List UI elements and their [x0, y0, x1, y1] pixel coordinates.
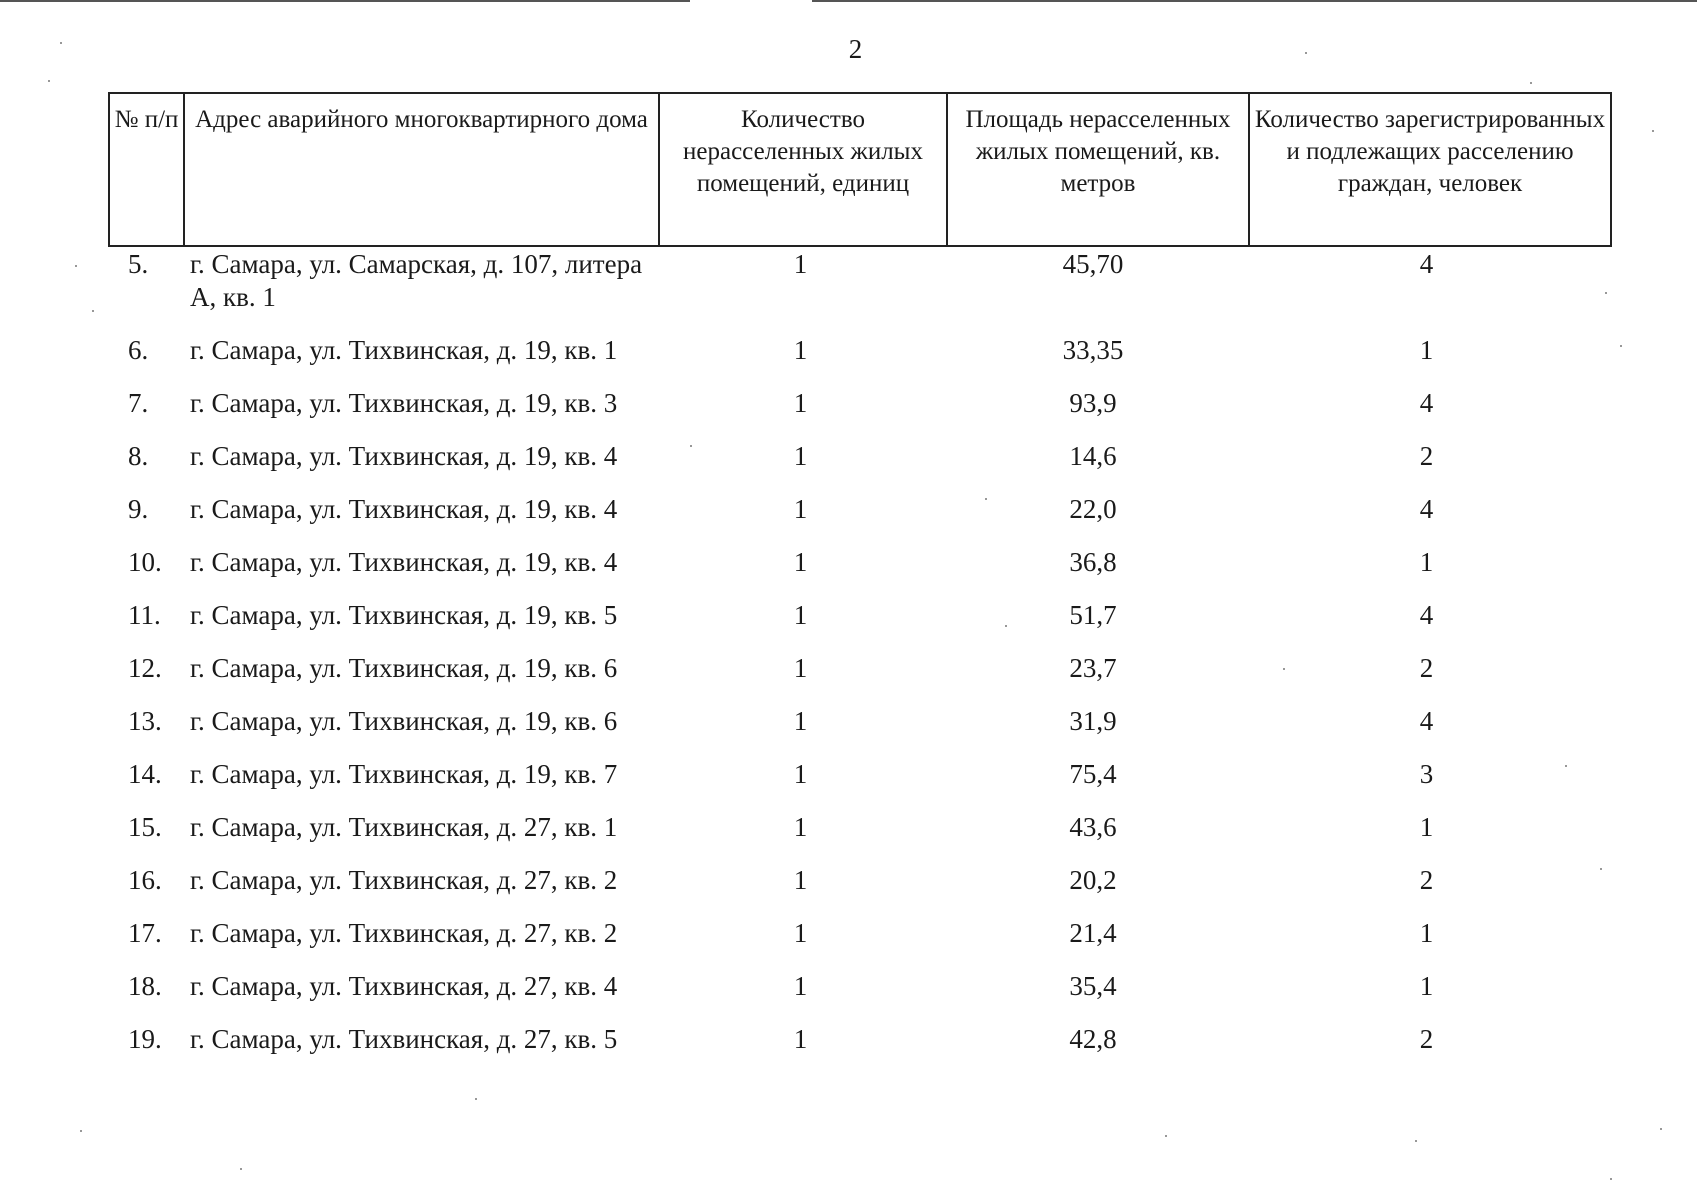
row-number: 10.: [128, 547, 162, 577]
row-people: 2: [1419, 653, 1434, 683]
row-units: 1: [793, 971, 808, 1001]
row-address: г. Самара, ул. Тихвинская, д. 19, кв. 6: [190, 653, 618, 683]
row-units: 1: [793, 865, 808, 895]
scan-speck: [1005, 625, 1007, 627]
scan-speck: [1530, 82, 1532, 84]
row-area: 20,2: [1069, 865, 1117, 895]
table-row: [108, 1023, 1610, 1076]
row-people: 1: [1419, 971, 1434, 1001]
table-row: [108, 917, 1610, 970]
row-address: г. Самара, ул. Тихвинская, д. 27, кв. 5: [190, 1024, 618, 1054]
scan-speck: [60, 42, 62, 44]
row-number: 6.: [128, 335, 149, 365]
row-area: 35,4: [1069, 971, 1117, 1001]
row-address: г. Самара, ул. Тихвинская, д. 27, кв. 1: [190, 812, 618, 842]
row-number: 14.: [128, 759, 162, 789]
header-units: Количество нерасселенных жилых помещений, единиц: [659, 93, 947, 246]
row-area: 51,7: [1069, 600, 1117, 630]
top-rule-left: [0, 0, 690, 2]
row-people: 1: [1419, 918, 1434, 948]
row-address: г. Самара, ул. Тихвинская, д. 27, кв. 2: [190, 918, 618, 948]
row-address: г. Самара, ул. Тихвинская, д. 27, кв. 4: [190, 971, 618, 1001]
table-row: [108, 493, 1610, 546]
row-address: г. Самара, ул. Самарская, д. 107, литера А, кв. 1: [190, 249, 643, 312]
row-number: 17.: [128, 918, 162, 948]
row-address: г. Самара, ул. Тихвинская, д. 27, кв. 2: [190, 865, 618, 895]
row-address: г. Самара, ул. Тихвинская, д. 19, кв. 7: [190, 759, 618, 789]
table-row: [108, 248, 1610, 334]
row-units: 1: [793, 759, 808, 789]
row-units: 1: [793, 388, 808, 418]
row-area: 42,8: [1069, 1024, 1117, 1054]
row-address: г. Самара, ул. Тихвинская, д. 19, кв. 4: [190, 547, 618, 577]
scan-speck: [475, 1098, 477, 1100]
row-address: г. Самара, ул. Тихвинская, д. 19, кв. 5: [190, 600, 618, 630]
row-people: 2: [1419, 441, 1434, 471]
row-units: 1: [793, 249, 808, 279]
header-address: Адрес аварийного многоквартирного дома: [184, 93, 659, 246]
row-number: 7.: [128, 388, 149, 418]
row-area: 45,70: [1062, 249, 1124, 279]
row-number: 9.: [128, 494, 149, 524]
row-area: 23,7: [1069, 653, 1117, 683]
scan-speck: [80, 1130, 82, 1132]
header-num: № п/п: [109, 93, 184, 246]
scan-speck: [1652, 130, 1654, 132]
table-header: [108, 92, 1612, 247]
table-row: [108, 970, 1610, 1023]
table-row: [108, 387, 1610, 440]
scan-speck: [1283, 668, 1285, 670]
row-units: 1: [793, 653, 808, 683]
table-row: [108, 334, 1610, 387]
row-units: 1: [793, 600, 808, 630]
scan-speck: [1660, 1128, 1662, 1130]
row-area: 75,4: [1069, 759, 1117, 789]
scan-speck: [690, 445, 692, 447]
row-people: 4: [1419, 600, 1434, 630]
scan-speck: [1165, 1135, 1167, 1137]
top-rule-right: [812, 0, 1697, 2]
row-address: г. Самара, ул. Тихвинская, д. 19, кв. 3: [190, 388, 618, 418]
row-people: 3: [1419, 759, 1434, 789]
row-area: 43,6: [1069, 812, 1117, 842]
row-people: 2: [1419, 865, 1434, 895]
row-units: 1: [793, 335, 808, 365]
row-people: 4: [1419, 388, 1434, 418]
scan-speck: [1605, 292, 1607, 294]
table-row: [108, 546, 1610, 599]
row-people: 1: [1419, 547, 1434, 577]
scan-speck: [1610, 1178, 1612, 1180]
row-people: 4: [1419, 249, 1434, 279]
scan-speck: [985, 498, 987, 500]
row-units: 1: [793, 918, 808, 948]
row-address: г. Самара, ул. Тихвинская, д. 19, кв. 1: [190, 335, 618, 365]
row-people: 2: [1419, 1024, 1434, 1054]
scan-speck: [1600, 868, 1602, 870]
table-row: [108, 705, 1610, 758]
row-number: 15.: [128, 812, 162, 842]
scan-speck: [1305, 52, 1307, 54]
scan-speck: [1565, 765, 1567, 767]
table-row: [108, 811, 1610, 864]
row-units: 1: [793, 706, 808, 736]
row-area: 31,9: [1069, 706, 1117, 736]
row-address: г. Самара, ул. Тихвинская, д. 19, кв. 4: [190, 494, 618, 524]
row-number: 19.: [128, 1024, 162, 1054]
row-units: 1: [793, 494, 808, 524]
row-number: 12.: [128, 653, 162, 683]
table-row: [108, 652, 1610, 705]
table-row: [108, 440, 1610, 493]
row-units: 1: [793, 1024, 808, 1054]
row-address: г. Самара, ул. Тихвинская, д. 19, кв. 4: [190, 441, 618, 471]
table-row: [108, 599, 1610, 652]
scan-speck: [1415, 1140, 1417, 1142]
scan-speck: [1620, 345, 1622, 347]
row-number: 16.: [128, 865, 162, 895]
row-people: 1: [1419, 812, 1434, 842]
table-row: [108, 758, 1610, 811]
row-area: 22,0: [1069, 494, 1117, 524]
scan-speck: [75, 265, 77, 267]
row-area: 14,6: [1069, 441, 1117, 471]
page-number: 2: [848, 34, 863, 64]
row-units: 1: [793, 441, 808, 471]
row-number: 18.: [128, 971, 162, 1001]
row-people: 4: [1419, 706, 1434, 736]
row-area: 21,4: [1069, 918, 1117, 948]
row-people: 4: [1419, 494, 1434, 524]
table-row: [108, 864, 1610, 917]
row-number: 13.: [128, 706, 162, 736]
row-area: 36,8: [1069, 547, 1117, 577]
scan-speck: [240, 1168, 242, 1170]
row-people: 1: [1419, 335, 1434, 365]
row-units: 1: [793, 547, 808, 577]
scan-speck: [92, 310, 94, 312]
row-address: г. Самара, ул. Тихвинская, д. 19, кв. 6: [190, 706, 618, 736]
header-area: Площадь нерасселенных жилых помещений, кв. метров: [947, 93, 1249, 246]
table-body: [108, 248, 1610, 1076]
row-number: 5.: [128, 249, 149, 279]
row-units: 1: [793, 812, 808, 842]
row-number: 11.: [128, 600, 161, 630]
scan-speck: [48, 80, 50, 82]
row-area: 33,35: [1062, 335, 1124, 365]
row-area: 93,9: [1069, 388, 1117, 418]
header-people: Количество зарегистрированных и подлежащих расселению граждан, человек: [1249, 93, 1611, 246]
row-number: 8.: [128, 441, 149, 471]
